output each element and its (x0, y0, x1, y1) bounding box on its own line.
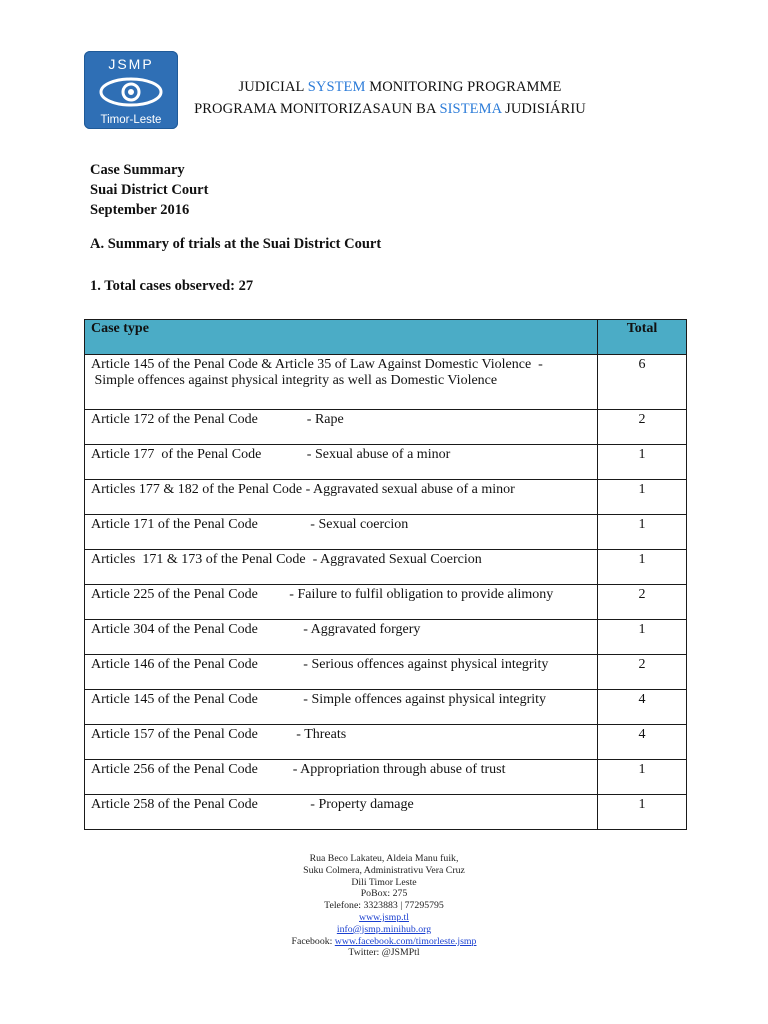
cases-table (84, 319, 687, 830)
case-type-cell: Article 304 of the Penal Code - Aggravated forgery (85, 620, 598, 655)
case-type-cell: Article 258 of the Penal Code - Property damage (85, 795, 598, 830)
case-type-cell: Article 256 of the Penal Code - Appropriation through abuse of trust (85, 760, 598, 795)
website-link[interactable]: www.jsmp.tl (359, 911, 409, 923)
footer-facebook: Facebook: www.facebook.com/timorleste.jsmp (291, 935, 477, 947)
case-type-cell: Articles 171 & 173 of the Penal Code - Aggravated Sexual Coercion (85, 550, 598, 585)
case-type-cell: Article 225 of the Penal Code - Failure to fulfil obligation to provide alimony (85, 585, 598, 620)
footer-twitter: Twitter: @JSMPtl (348, 947, 420, 959)
table-row (85, 760, 687, 795)
section-a-heading: A. Summary of trials at the Suai District Court (90, 236, 382, 252)
total-cell: 1 (598, 550, 687, 585)
logo-subtitle: Timor-Leste (100, 114, 162, 126)
section-1-heading: 1. Total cases observed: 27 (90, 278, 254, 294)
footer-address-line: Dili Timor Leste (351, 876, 417, 888)
total-cell: 1 (598, 445, 687, 480)
total-cell: 2 (598, 410, 687, 445)
table-row (85, 585, 687, 620)
table-row (85, 480, 687, 515)
programme-title-english: JUDICIAL SYSTEM MONITORING PROGRAMME (238, 79, 562, 95)
table-row (85, 355, 687, 410)
footer-phone: Telefone: 3323883 | 77295795 (324, 900, 444, 912)
court-name: Suai District Court (90, 182, 209, 198)
table-row (85, 725, 687, 760)
total-cell: 6 (598, 355, 687, 410)
table-row (85, 655, 687, 690)
report-date: September 2016 (90, 202, 190, 218)
case-type-cell: Article 145 of the Penal Code - Simple offences against physical integrity (85, 690, 598, 725)
footer-contact (184, 853, 584, 959)
total-cell: 4 (598, 725, 687, 760)
table-row (85, 445, 687, 480)
document-title: Case Summary (90, 162, 185, 178)
total-cell: 1 (598, 620, 687, 655)
table-row (85, 410, 687, 445)
total-cell: 2 (598, 655, 687, 690)
table-row (85, 550, 687, 585)
case-type-cell: Article 146 of the Penal Code - Serious offences against physical integrity (85, 655, 598, 690)
table-row (85, 515, 687, 550)
email-link[interactable]: info@jsmp.minihub.org (336, 923, 432, 935)
logo-title: JSMP (108, 56, 154, 72)
footer-pobox: PoBox: 275 (360, 888, 408, 900)
case-type-cell: Article 177 of the Penal Code - Sexual abuse of a minor (85, 445, 598, 480)
case-type-cell: Article 157 of the Penal Code - Threats (85, 725, 598, 760)
column-header-case-type: Case type (85, 320, 598, 355)
case-type-cell: Article 171 of the Penal Code - Sexual coercion (85, 515, 598, 550)
case-type-cell: Articles 177 & 182 of the Penal Code - Aggravated sexual abuse of a minor (85, 480, 598, 515)
table-row (85, 620, 687, 655)
case-type-cell: Article 172 of the Penal Code - Rape (85, 410, 598, 445)
total-cell: 1 (598, 760, 687, 795)
programme-title-tetum: PROGRAMA MONITORIZASAUN BA SISTEMA JUDISIÁRIU (194, 101, 586, 117)
footer-address-line: Suku Colmera, Administrativu Vera Cruz (303, 864, 465, 876)
case-type-cell: Article 145 of the Penal Code & Article 35 of Law Against Domestic Violence - Simple offences against physical integrity as well as Domestic Violence (85, 355, 598, 410)
total-cell: 1 (598, 795, 687, 830)
total-cell: 4 (598, 690, 687, 725)
facebook-link[interactable]: www.facebook.com/timorleste.jsmp (334, 935, 477, 947)
footer-address-line: Rua Beco Lakateu, Aldeia Manu fuik, (309, 853, 459, 864)
total-cell: 2 (598, 585, 687, 620)
column-header-total: Total (598, 320, 687, 355)
table-row (85, 690, 687, 725)
total-cell: 1 (598, 480, 687, 515)
table-row (85, 795, 687, 830)
total-cell: 1 (598, 515, 687, 550)
